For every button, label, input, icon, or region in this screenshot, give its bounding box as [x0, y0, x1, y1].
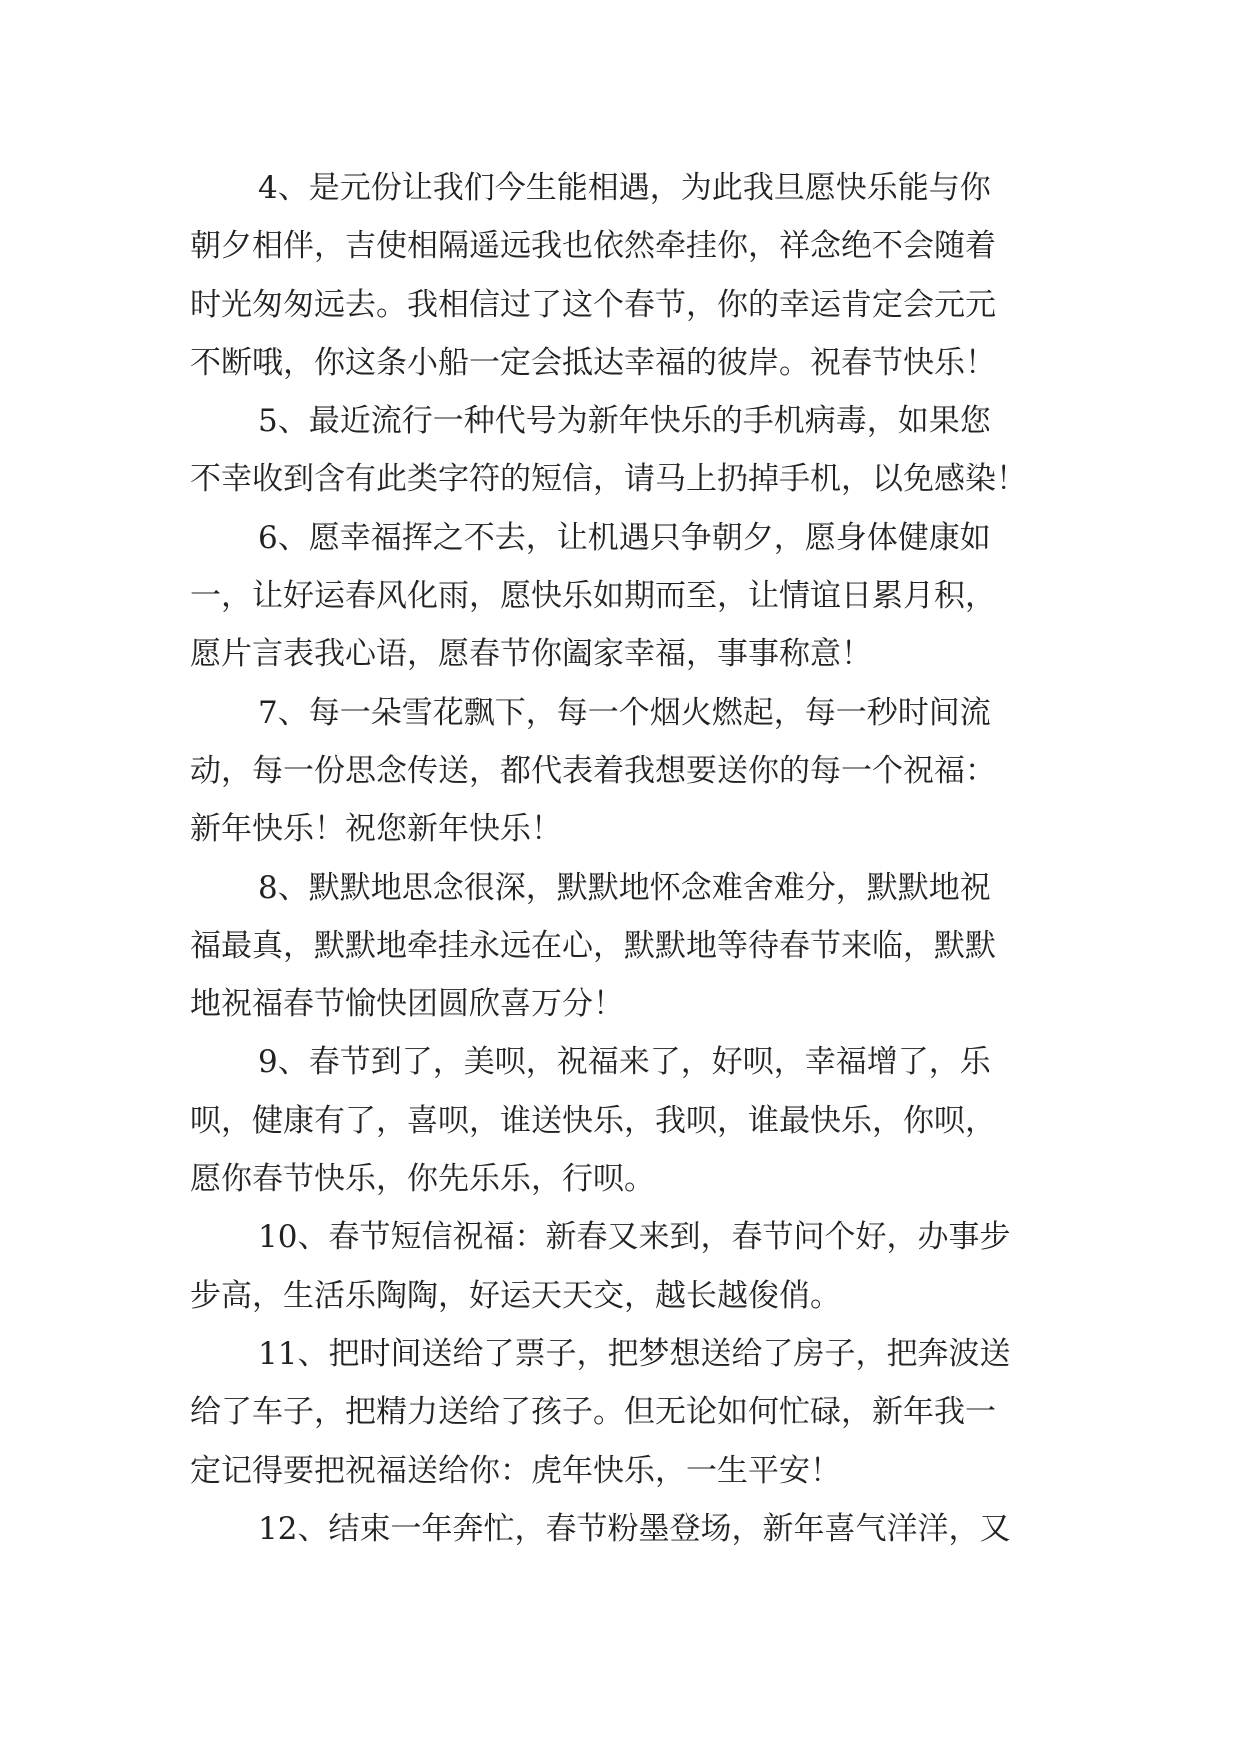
paragraph-line: 定记得要把祝福送给你：虎年快乐，一生平安！: [190, 1452, 841, 1489]
paragraph-line: 呗，健康有了，喜呗，谁送快乐，我呗，谁最快乐，你呗，: [190, 1102, 996, 1139]
paragraph-line: 不幸收到含有此类字符的短信，请马上扔掉手机，以免感染！: [190, 461, 1027, 498]
paragraph-line: 8、默默地思念很深，默默地怀念难舍难分，默默地祝: [258, 869, 991, 906]
paragraph-line: 6、愿幸福挥之不去，让机遇只争朝夕，愿身体健康如: [258, 519, 991, 556]
paragraph-line: 11、把时间送给了票子，把梦想送给了房子，把奔波送: [258, 1335, 1011, 1372]
paragraph-line: 给了车子，把精力送给了孩子。但无论如何忙碌，新年我一: [190, 1394, 996, 1431]
paragraph-line: 12、结束一年奔忙，春节粉墨登场，新年喜气洋洋，又: [258, 1510, 1011, 1547]
paragraph-line: 地祝福春节愉快团圆欣喜万分！: [190, 986, 624, 1023]
paragraph-line: 7、每一朵雪花飘下，每一个烟火燃起，每一秒时间流: [258, 694, 991, 731]
document-body: [190, 159, 1050, 1558]
paragraph-line: 愿片言表我心语，愿春节你阖家幸福，事事称意！: [190, 636, 872, 673]
paragraph-line: 动，每一份思念传送，都代表着我想要送你的每一个祝福：: [190, 752, 996, 789]
paragraph-line: 4、是元份让我们今生能相遇，为此我旦愿快乐能与你: [258, 170, 991, 206]
paragraph-line: 朝夕相伴，吉使相隔遥远我也依然牵挂你，祥念绝不会随着: [190, 228, 996, 265]
paragraph-line: 不断哦，你这条小船一定会抵达幸福的彼岸。祝春节快乐！: [190, 344, 996, 381]
paragraph-line: 9、春节到了，美呗，祝福来了，好呗，幸福增了，乐: [258, 1044, 991, 1081]
paragraph-line: 步高，生活乐陶陶，好运天天交，越长越俊俏。: [190, 1277, 841, 1314]
paragraph-line: 一，让好运春风化雨，愿快乐如期而至，让情谊日累月积，: [190, 578, 996, 615]
paragraph-line: 5、最近流行一种代号为新年快乐的手机病毒，如果您: [258, 403, 991, 440]
paragraph-line: 10、春节短信祝福：新春又来到，春节问个好，办事步: [258, 1219, 1011, 1256]
paragraph-line: 新年快乐！祝您新年快乐！: [190, 811, 562, 848]
paragraph-line: 愿你春节快乐，你先乐乐，行呗。: [190, 1161, 655, 1198]
paragraph-line: 时光匆匆远去。我相信过了这个春节，你的幸运肯定会元元: [190, 286, 996, 323]
paragraph-line: 福最真，默默地牵挂永远在心，默默地等待春节来临，默默: [190, 927, 996, 964]
